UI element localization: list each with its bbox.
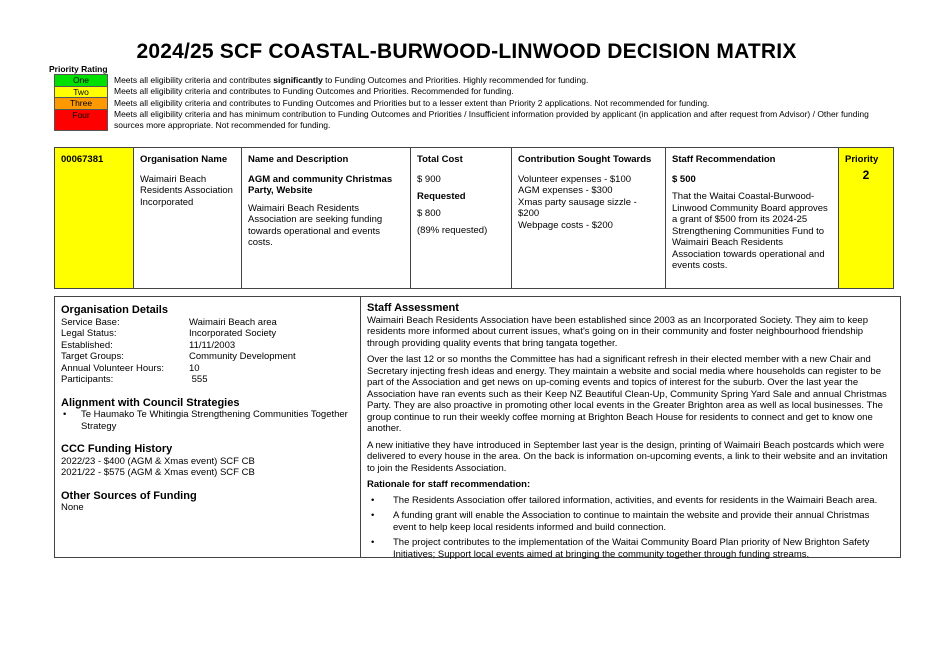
requested-label: Requested [417, 191, 466, 202]
total-cost-header: Total Cost [417, 154, 463, 165]
priority-swatch-three: Three [55, 98, 108, 110]
staff-assessment-heading: Staff Assessment [367, 302, 459, 314]
alignment-item: • Te Haumako Te Whitingia Strengthening Communities Together Strategy [63, 409, 348, 432]
organisation-details-panel [55, 297, 361, 557]
priority-cell [839, 148, 894, 289]
recommendation-cell [666, 148, 839, 289]
detail-row-established: Established: 11/11/2003 [61, 339, 236, 351]
recommendation-amount: $ 500 [672, 173, 696, 185]
detail-row-legal-status: Legal Status: Incorporated Society [61, 328, 277, 339]
assessment-paragraph: Waimairi Beach Residents Association have been established since 2003 as an Incorporated Society. They aim to keep residents more informed about current issues, what's going on in their community and foster neighbourhood friendship through providing quality events that bring tangata together. [367, 314, 868, 349]
detail-row-target-groups: Target Groups: Community Development [61, 351, 296, 362]
details-assessment-box [54, 296, 901, 558]
rationale-heading: Rationale for staff recommendation: [367, 479, 531, 490]
legend-row-two [55, 86, 884, 98]
contribution-cell [512, 148, 666, 289]
cost-cell [411, 148, 512, 289]
priority-legend [54, 74, 884, 131]
other-funding-value: None [61, 502, 84, 513]
organisation-details-heading: Organisation Details [61, 304, 168, 316]
detail-row-service-base: Service Base: Waimairi Beach area [61, 316, 277, 328]
organisation-header: Organisation Name [140, 154, 228, 165]
priority-value: 2 [862, 167, 870, 182]
rationale-item: • The project contributes to the implementation of the Waitai Community Board Plan priority of New Brighton Safety Initiatives; Support local events aimed at bringing the community together through funding streams. [371, 537, 870, 560]
funding-history-heading: CCC Funding History [61, 443, 173, 455]
name-description-cell [242, 148, 411, 289]
priority-desc-two: Meets all eligibility criteria and contributes to Funding Outcomes and Priorities. Recommended for funding. [114, 86, 514, 96]
contribution-item: Xmas party sausage sizzle - $200 [518, 196, 637, 219]
priority-swatch-four: Four [55, 109, 108, 130]
legend-row-three [55, 98, 884, 110]
project-name: AGM and community Christmas Party, Website [248, 173, 393, 196]
organisation-cell [134, 148, 242, 289]
assessment-paragraph: A new initiative they have introduced in September last year is the design, printing of Waimairi Beach postcards which were delivered to every house in the area. On the back is information on-upcoming events, a link to their website and an invitation to join the Residents Association. [367, 439, 888, 474]
priority-desc-four: Meets all eligibility criteria and has minimum contribution to Funding Outcomes and Priorities / Insufficient information provided by applicant (in application and after request from Advisor) / Other funding sources more appropriate. Not recommended for funding. [114, 109, 869, 130]
recommendation-header: Staff Recommendation [672, 154, 776, 165]
rationale-item: • A funding grant will enable the Association to continue to maintain the website and provide their annual Christmas event to help keep local residents informed and build connection. [371, 510, 870, 533]
requested-value: $ 800 [417, 207, 441, 219]
priority-header: Priority [845, 154, 879, 165]
contribution-header: Contribution Sought Towards [518, 154, 652, 165]
funding-history-item: 2022/23 - $400 (AGM & Xmas event) SCF CB [61, 455, 255, 467]
organisation-name: Waimairi Beach Residents Association Incorporated [140, 173, 233, 208]
application-id: 00067381 [61, 154, 104, 165]
contribution-item: Webpage costs - $200 [518, 219, 613, 231]
staff-assessment-panel [361, 297, 901, 560]
project-description: Waimairi Beach Residents Association are seeking funding towards operational and events costs. [248, 202, 383, 248]
priority-swatch-two: Two [55, 86, 108, 98]
priority-desc-three: Meets all eligibility criteria and contributes to Funding Outcomes and Priorities but to a lesser extent than Priority 2 applications. Not recommended for funding. [114, 97, 710, 108]
contribution-item: Volunteer expenses - $100 [518, 173, 632, 185]
recommendation-text: That the Waitai Coastal-Burwood-Linwood Community Board approves a grant of $500 from its 2024-25 Strengthening Communities Fund to Waimairi Beach Residents Association towards operational and events costs. [672, 191, 828, 271]
legend-row-four [55, 109, 884, 130]
application-id-cell [55, 148, 134, 289]
priority-desc-one: Meets all eligibility criteria and contributes significantly to Funding Outcomes and Priorities. Highly recommended for funding. [114, 74, 589, 85]
funding-history-item: 2021/22 - $575 (AGM & Xmas event) SCF CB [61, 467, 255, 478]
alignment-heading: Alignment with Council Strategies [61, 396, 240, 409]
detail-row-volunteer-hours: Annual Volunteer Hours: 10 [61, 362, 200, 374]
requested-percent: (89% requested) [417, 225, 488, 236]
other-funding-heading: Other Sources of Funding [61, 489, 197, 502]
name-description-header: Name and Description [248, 154, 349, 165]
total-cost-value: $ 900 [417, 173, 441, 185]
assessment-paragraph: Over the last 12 or so months the Committee has had a significant refresh in their elected member with a new Chair and Secretary injecting fresh ideas and energy. They maintain a website and social media where households can register to be part of the Association and get news on up-coming events and topics of interest for the suburb. Over the last year the Association have ran events such as their Keep NZ Beautiful Clean-Up, Community Spring Yard Sale and annual Christmas Party. They are also proactive in promoting other local events in the Greater Brighton area as well as local businesses. The group continue to run their weekly coffee morning at Brighton Beach House for residents to connect and get to know one another. [367, 354, 887, 434]
legend-row-one [55, 75, 884, 87]
application-summary-table [54, 147, 894, 289]
priority-swatch-one: One [55, 75, 108, 87]
contribution-item: AGM expenses - $300 [518, 185, 613, 196]
rationale-item: • The Residents Association offer tailored information, activities, and events for residents in the Waimairi Beach area. [371, 494, 878, 506]
page-title: 2024/25 SCF COASTAL-BURWOOD-LINWOOD DECISION MATRIX [136, 40, 797, 63]
detail-row-participants: Participants: 555 [61, 374, 208, 385]
priority-rating-heading: Priority Rating [49, 64, 108, 74]
